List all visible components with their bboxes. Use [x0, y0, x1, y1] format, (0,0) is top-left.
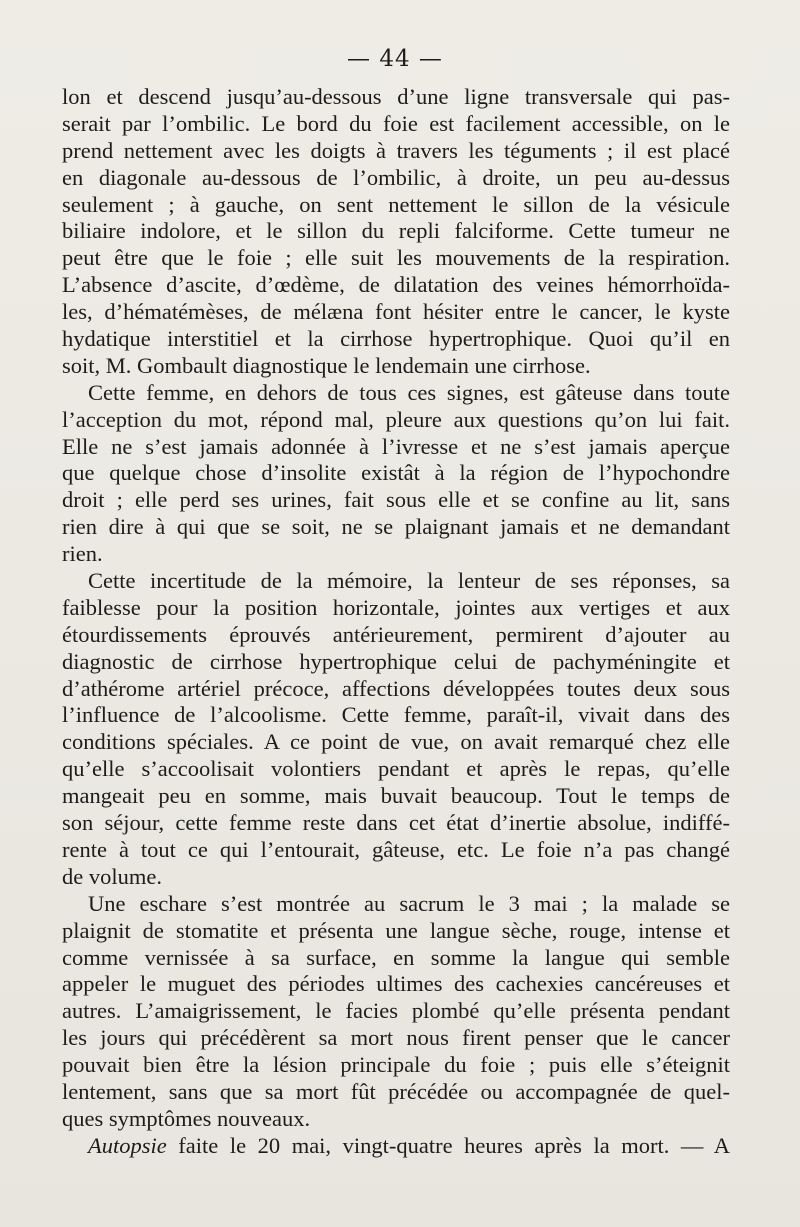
- text-line: pouvait bien être la lésion principale du foie ; puis elle s’éteignit: [62, 1052, 730, 1078]
- text-line: rien.: [62, 541, 103, 567]
- autopsie-text: faite le 20 mai, vingt-quatre heures après la mort. — A: [166, 1132, 730, 1158]
- text-line: en diagonale au-dessous de l’ombilic, à droite, un peu au-dessus: [62, 164, 730, 190]
- text-line: plaignit de stomatite et présenta une langue sèche, rouge, intense et: [62, 917, 730, 943]
- text-line: son séjour, cette femme reste dans cet état d’inertie absolue, indiffé-: [62, 810, 730, 836]
- text-line: qu’elle s’accoolisait volontiers pendant et après le repas, qu’elle: [62, 756, 730, 782]
- autopsie-heading: Autopsie: [88, 1132, 167, 1158]
- paragraph: [62, 568, 730, 891]
- text-line: rente à tout ce qui l’entourait, gâteuse, etc. Le foie n’a pas changé: [62, 836, 730, 862]
- text-line: ques symptômes nouveaux.: [62, 1105, 311, 1131]
- text-line: seulement ; à gauche, on sent nettement le sillon de la vésicule: [62, 191, 730, 217]
- text-line: rien dire à qui que se soit, ne se plaignant jamais et ne demandant: [62, 514, 730, 540]
- text-line: droit ; elle perd ses urines, fait sous elle et se confine au lit, sans: [62, 487, 730, 513]
- text-line: les, d’hématémèses, de mélæna font hésiter entre le cancer, le kyste: [62, 299, 730, 325]
- text-line: biliaire indolore, et le sillon du repli falciforme. Cette tumeur ne: [62, 218, 730, 244]
- text-line: Cette femme, en dehors de tous ces signes, est gâteuse dans toute: [88, 379, 730, 405]
- text-line: comme vernissée à sa surface, en somme la langue qui semble: [62, 944, 730, 970]
- body-text: [62, 84, 730, 1160]
- text-line: l’influence de l’alcoolisme. Cette femme, paraît-il, vivait dans des: [62, 702, 730, 728]
- text-line: mangeait peu en somme, mais buvait beaucoup. Tout le temps de: [62, 783, 730, 809]
- text-line: [62, 1133, 730, 1160]
- text-line: lentement, sans que sa mort fût précédée ou accompagnée de quel-: [62, 1078, 730, 1104]
- text-line: de volume.: [62, 863, 162, 889]
- text-line: les jours qui précédèrent sa mort nous firent penser que le cancer: [62, 1025, 730, 1051]
- text-line: lon et descend jusqu’au-dessous d’une ligne transversale qui pas-: [62, 84, 730, 109]
- paragraph: [62, 1133, 730, 1160]
- text-line: Elle ne s’est jamais adonnée à l’ivresse et ne s’est jamais aperçue: [62, 433, 730, 459]
- page-number: — 44 —: [347, 46, 443, 72]
- paragraph: [62, 891, 730, 1133]
- text-line: diagnostic de cirrhose hypertrophique celui de pachyméningite et: [62, 648, 730, 674]
- text-line: L’absence d’ascite, d’œdème, de dilatation des veines hémorrhoïda-: [62, 272, 730, 298]
- text-line: que quelque chose d’insolite existât à la région de l’hypochondre: [62, 460, 730, 486]
- text-line: étourdissements éprouvés antérieurement, permirent d’ajouter au: [62, 621, 730, 647]
- text-line: d’athérome artériel précoce, affections développées toutes deux sous: [62, 675, 730, 701]
- paragraph: [62, 380, 730, 568]
- text-line: peut être que le foie ; elle suit les mouvements de la respiration.: [62, 245, 730, 271]
- text-line: soit, M. Gombault diagnostique le lendemain une cirrhose.: [62, 352, 591, 378]
- text-line: faiblesse pour la position horizontale, jointes aux vertiges et aux: [62, 594, 730, 620]
- text-line: autres. L’amaigrissement, le facies plombé qu’elle présenta pendant: [62, 998, 730, 1024]
- text-line: Cette incertitude de la mémoire, la lenteur de ses réponses, sa: [88, 568, 730, 594]
- text-line: appeler le muguet des périodes ultimes des cachexies cancéreuses et: [62, 971, 730, 997]
- text-line: l’acception du mot, répond mal, pleure aux questions qu’on lui fait.: [62, 406, 730, 432]
- paragraph: [62, 84, 730, 380]
- text-line: Une eschare s’est montrée au sacrum le 3 mai ; la malade se: [88, 890, 730, 916]
- text-line: prend nettement avec les doigts à travers les téguments ; il est placé: [62, 137, 730, 163]
- text-line: conditions spéciales. A ce point de vue, on avait remarqué chez elle: [62, 729, 730, 755]
- text-line: hydatique interstitiel et la cirrhose hypertrophique. Quoi qu’il en: [62, 326, 730, 352]
- text-line: serait par l’ombilic. Le bord du foie est facilement accessible, on le: [62, 110, 730, 136]
